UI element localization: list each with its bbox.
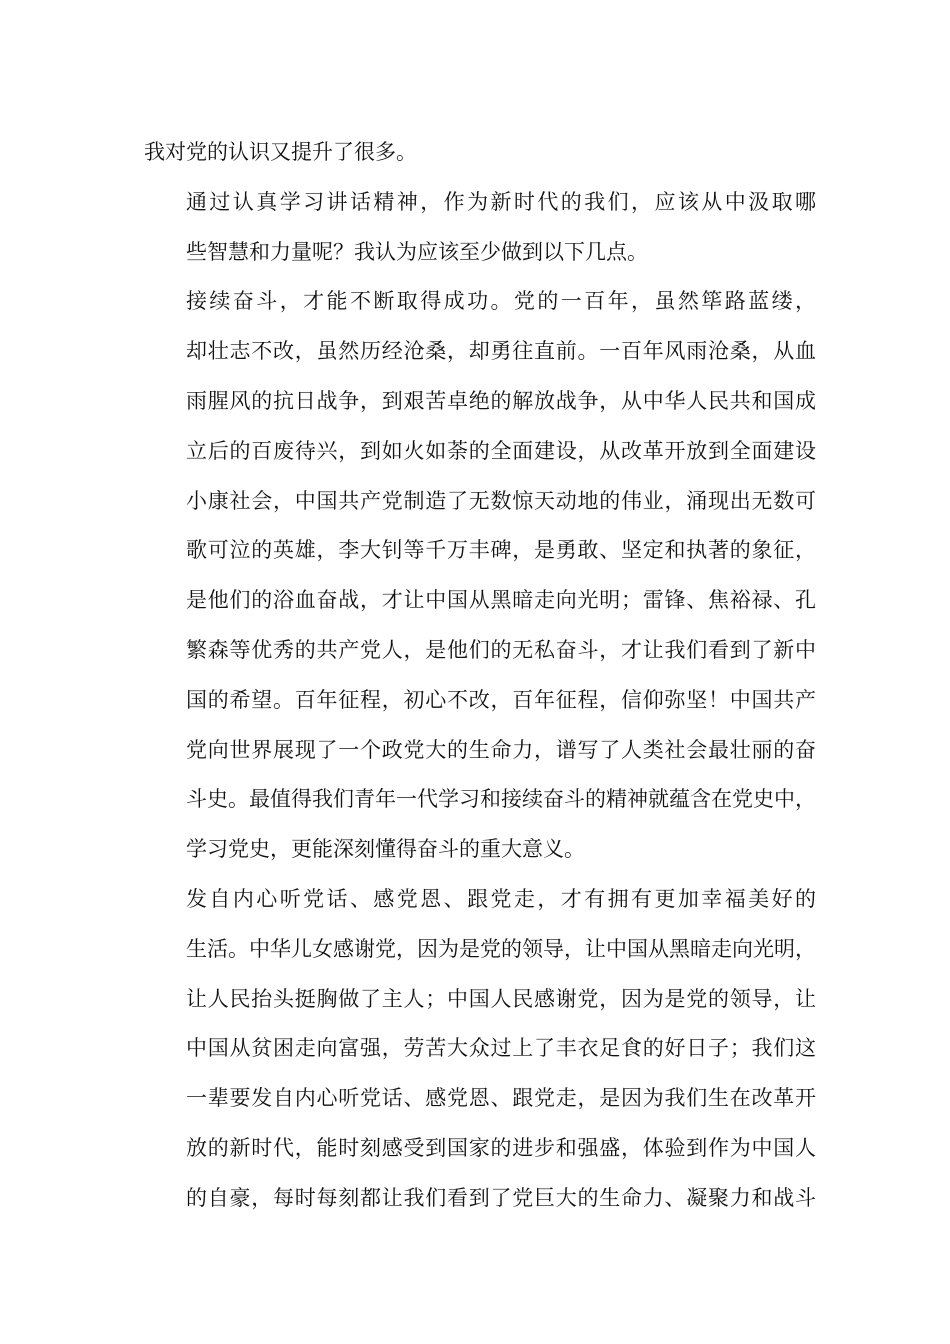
paragraph-3 (144, 277, 816, 875)
text-line: 中国从贫困走向富强，劳苦大众过上了丰衣足食的好日子；我们这 (186, 1036, 816, 1061)
text-line: 的自豪，每时每刻都让我们看到了党巨大的生命力、凝聚力和战斗 (186, 1185, 816, 1210)
text-line: 放的新时代，能时刻感受到国家的进步和强盛，体验到作为中国人 (186, 1135, 816, 1160)
text-line: 生活。中华儿女感谢党，因为是党的领导，让中国从黑暗走向光明， (186, 936, 816, 961)
text-line: 歌可泣的英雄，李大钊等千万丰碑，是勇敢、坚定和执著的象征， (186, 538, 816, 563)
text-line: 发自内心听党话、感党恩、跟党走，才有拥有更加幸福美好的 (186, 886, 816, 911)
body-text (144, 128, 816, 1224)
text-line: 党向世界展现了一个政党大的生命力，谱写了人类社会最壮丽的奋 (186, 737, 816, 762)
text-line: 斗史。最值得我们青年一代学习和接续奋斗的精神就蕴含在党史中， (186, 787, 816, 812)
text-line: 立后的百废待兴，到如火如荼的全面建设，从改革开放到全面建设 (186, 438, 816, 463)
text-line: 繁森等优秀的共产党人，是他们的无私奋斗，才让我们看到了新中 (186, 637, 816, 662)
text-line: 却壮志不改，虽然历经沧桑，却勇往直前。一百年风雨沧桑，从血 (186, 339, 816, 364)
paragraph-2 (144, 178, 816, 278)
text-line: 让人民抬头挺胸做了主人；中国人民感谢党，因为是党的领导，让 (186, 986, 816, 1011)
text-line: 一辈要发自内心听党话、感党恩、跟党走，是因为我们生在改革开 (186, 1086, 816, 1111)
paragraph-1 (144, 128, 816, 178)
text-line: 是他们的浴血奋战，才让中国从黑暗走向光明；雷锋、焦裕禄、孔 (186, 588, 816, 613)
text-line: 国的希望。百年征程，初心不改，百年征程，信仰弥坚！中国共产 (186, 687, 816, 712)
paragraph-4 (144, 875, 816, 1224)
text-line: 接续奋斗，才能不断取得成功。党的一百年，虽然筚路蓝缕， (186, 289, 816, 314)
text-line: 小康社会，中国共产党制造了无数惊天动地的伟业，涌现出无数可 (186, 488, 816, 513)
text-line: 雨腥风的抗日战争，到艰苦卓绝的解放战争，从中华人民共和国成 (186, 388, 816, 413)
text-line: 学习党史，更能深刻懂得奋斗的重大意义。 (186, 837, 585, 862)
text-line: 通过认真学习讲话精神，作为新时代的我们，应该从中汲取哪 (186, 189, 816, 214)
text-line: 我对党的认识又提升了很多。 (144, 140, 417, 164)
text-line: 些智慧和力量呢？我认为应该至少做到以下几点。 (186, 239, 648, 264)
